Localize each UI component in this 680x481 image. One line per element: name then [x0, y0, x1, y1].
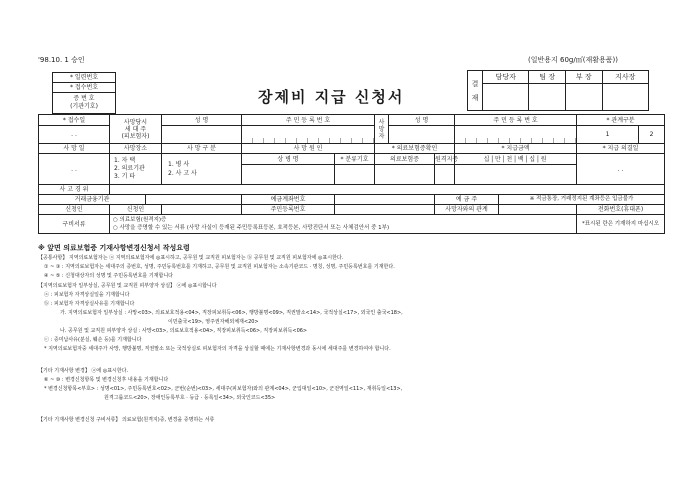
- sign-branch[interactable]: [602, 84, 648, 111]
- approval-role-staff: 담당자: [483, 71, 529, 84]
- accident-history-field[interactable]: [110, 185, 665, 195]
- issued-card-field[interactable]: [435, 165, 455, 185]
- relation-to-deceased-label: 사망자와의 관계: [435, 205, 499, 215]
- death-date-field[interactable]: . .: [39, 154, 110, 185]
- deceased-line-1: 사: [378, 118, 385, 126]
- instruction-line-12: 【기타 기재사항 변경】 ⓐ에 ◎표시한다.: [38, 368, 129, 374]
- household-head-label: [110, 115, 162, 144]
- approval-side: [468, 71, 483, 111]
- approval-side-1: 결: [471, 79, 479, 88]
- unit-won: 원: [540, 155, 548, 163]
- attachment-line-1: ○ 의료보험(원격지)증: [113, 217, 167, 223]
- instruction-line-1: 【공통사항】 지역의료보험자는 ⓐ 지역의료보험자에 ◎표시하고, 공무원 및 교직원 피보험자는 ⓑ 공무원 및 교직원 피보험자에 ◎표시한다.: [38, 255, 344, 261]
- sign-team[interactable]: [529, 84, 566, 111]
- cert-no-label: 증 번 호: [73, 95, 95, 102]
- relation-value-1[interactable]: 1: [577, 126, 639, 144]
- death-place-label: 사망장소: [110, 144, 162, 154]
- amount-units: 십│만│천│백│십│원: [455, 154, 577, 165]
- household-name-header: 성 명: [162, 115, 242, 126]
- bank-label: 거래금융기관: [39, 195, 146, 205]
- received-date-label: * 접수일: [39, 115, 110, 126]
- relation-value-2[interactable]: 2: [639, 126, 665, 144]
- class-no-field[interactable]: [335, 165, 375, 185]
- attachments-label: 구비서류: [39, 215, 110, 234]
- household-name-field[interactable]: [162, 126, 242, 144]
- place-option-hospital[interactable]: 2. 의료기관: [114, 165, 145, 172]
- bank-field[interactable]: [146, 195, 242, 205]
- disease-name-header: 상 병 명: [242, 154, 335, 165]
- type-option-illness[interactable]: 1. 병 사: [168, 161, 190, 168]
- death-place-options[interactable]: [110, 154, 162, 185]
- unit-cheon: 천: [506, 155, 514, 163]
- instruction-line-3: ④ ~ ⑤ : 신청대상자의 성명 및 주민등록번호를 기재합니다: [44, 273, 173, 279]
- instruction-line-11: * 지역의료보험자중 세대주가 사망, 행방불명, 직권말소 또는 국적상실로 피보험자의 자격을 상실할 때에는 기재사항변경과 동시에 세대주를 변경하여야 합니다.: [44, 346, 391, 352]
- account-label: 예금계좌번호: [242, 195, 335, 205]
- death-type-label: 사 망 구 분: [162, 144, 242, 154]
- instruction-line-10: ⓒ : 증미납사유(분실, 훼손 등)를 기재합니다: [44, 337, 142, 343]
- instruction-line-8: 이민출국<19>, 영주권자해외체재<20>: [168, 319, 259, 325]
- no-fill-note: *표시된 란은 기재하지 마십시오: [577, 215, 665, 234]
- instruction-line-16: 【기타 기재사항 변경신청 구비서류】 의료보험(원격지)증, 변경을 증명하는 서류: [38, 417, 215, 423]
- phone-label: 전화번호(휴대폰): [577, 205, 665, 215]
- decision-date-field[interactable]: . .: [577, 154, 665, 185]
- issued-card-header: 원격지증: [435, 155, 459, 163]
- class-no-header: * 분류기호: [335, 154, 375, 165]
- relation-to-deceased-field[interactable]: [499, 205, 577, 215]
- approval-date: '98.10. 1 승인: [38, 56, 85, 64]
- relation-header: * 관계구분: [577, 115, 665, 126]
- death-cause-label: 사 망 원 인: [242, 144, 375, 154]
- receipt-no-label: * 일련번호: [53, 73, 116, 83]
- instruction-line-6: ⓑ : 피보험자 자격상실사유를 기재합니다: [44, 301, 135, 307]
- household-rrn-header: 주 민 등 록 번 호: [242, 115, 375, 126]
- place-option-home[interactable]: 1. 자 택: [114, 157, 136, 164]
- decision-date-label: * 지급 의결일: [577, 144, 665, 154]
- cert-no-cell[interactable]: [53, 93, 116, 114]
- applicant-rrn-label: 주민등록번호: [242, 205, 335, 215]
- accident-history-label: 사 고 경 위: [39, 185, 110, 195]
- filing-no-label: * 접수번호: [53, 83, 116, 93]
- attachments-list: [110, 215, 577, 234]
- cert-sub-label: (기관기호): [70, 103, 98, 110]
- deceased-rrn-field[interactable]: [455, 126, 577, 144]
- unit-sip: 십: [483, 155, 491, 163]
- id-number-box: [52, 72, 116, 114]
- instruction-line-5: ⓐ : 피보험자 자격상실일을 기재합니다: [44, 292, 130, 298]
- insurance-card-header: 의료보험증: [375, 154, 435, 165]
- deceased-name-field[interactable]: [389, 126, 455, 144]
- applicant-label: 신청인: [39, 205, 110, 215]
- applicant-name-field[interactable]: [162, 205, 242, 215]
- place-option-other[interactable]: 3. 기 타: [114, 173, 136, 180]
- type-option-accident[interactable]: 2. 사 고 사: [168, 170, 197, 177]
- main-form-table: [38, 114, 665, 234]
- household-line-1: 사망당시: [123, 118, 148, 126]
- household-rrn-field[interactable]: [242, 126, 375, 144]
- applicant-name-label: 신청인: [110, 205, 162, 215]
- applicant-rrn-field[interactable]: [335, 205, 435, 215]
- instruction-line-13: ⑥ ~ ⑩ : 변경신청항목 및 변경신청후 내용을 기재합니다: [44, 377, 169, 383]
- approval-box: [467, 70, 649, 111]
- instruction-line-7: 가. 지역의료보험자 일부상실 : 사망<03>, 의료보호적용<04>, 직장피보취득<06>, 행방불명<09>, 직권말소<14>, 국적상실<17>, 외국인 출국<18>,: [60, 310, 403, 316]
- insurance-card-field[interactable]: [375, 165, 435, 185]
- deceased-rrn-header: 주 민 등 록 번 호: [455, 115, 577, 126]
- insurance-confirm-label: * 의료보험증확인: [375, 144, 455, 154]
- approval-side-2: 재: [471, 93, 479, 102]
- approval-role-branch: 지사장: [602, 71, 648, 84]
- instruction-line-2: ① ~ ③ : 지역의료보험자는 세대주의 증번호, 성명, 주민등록번호를 기재하고, 공무원 및 교직원 피보험자는 소속기관코드 · 명칭, 성명, 주민등록번호를 기재한다.: [44, 264, 395, 270]
- unit-baek: 백: [517, 155, 525, 163]
- form-title: 장제비 지급 신청서: [258, 88, 405, 106]
- instruction-line-14: * 변경신청항목<부호> : 성명<01>, 주민등록번호<02>, 군번(순번)<03>, 세대주(피보험자)와의 관계<04>, 군입대일<10>, 군전역일<11>, 재취득일<13>,: [44, 386, 403, 392]
- received-date-field[interactable]: . .: [39, 126, 110, 144]
- payment-amount-label: * 지급금액: [455, 144, 577, 154]
- approval-role-team: 팀 장: [529, 71, 566, 84]
- death-date-label: 사 망 일: [39, 144, 110, 154]
- approval-role-dept: 부 장: [565, 71, 602, 84]
- attachment-line-2: ○ 사망을 증명할 수 있는 서류 (사망 사실이 등재된 주민등록표등본, 호적등본, 사망진단서 또는 사체검안서 중 1부): [113, 225, 390, 231]
- deceased-name-header: 성 명: [389, 115, 455, 126]
- amount-field[interactable]: [455, 165, 577, 185]
- instructions-heading: ※ 앞면 의료보험증 기재사항변경신청서 작성요령: [38, 244, 190, 252]
- sign-staff[interactable]: [483, 84, 529, 111]
- sign-dept[interactable]: [565, 84, 602, 111]
- account-field[interactable]: [335, 195, 435, 205]
- death-type-options[interactable]: [162, 154, 242, 185]
- deceased-label: [375, 115, 389, 144]
- bank-note: ※ 적금통장, 거래정지된 계좌등은 입금불가: [499, 195, 665, 205]
- instruction-line-9: 나. 공무원 및 교직원 피부양자 상실 : 사망<03>, 의료보호적용<04>, 직장피보취득<06>, 직장피보취득<06>: [60, 328, 308, 334]
- deceased-line-2: 망: [378, 125, 385, 133]
- unit-sip-2: 십: [529, 155, 537, 163]
- paper-spec: (일반용지 60g/㎡(재활용품)): [528, 56, 618, 64]
- disease-name-field[interactable]: [242, 165, 335, 185]
- household-line-2: 세 대 주: [124, 125, 147, 133]
- instruction-line-15: 원격그룹코드<20>, 장애인등록부호 · 등급 · 등록일<34>, 외국인코드<35>: [104, 395, 276, 401]
- household-line-3: (피보험자): [121, 132, 150, 140]
- deceased-line-3: 자: [378, 132, 385, 140]
- holder-label: 예 금 주: [435, 195, 499, 205]
- instruction-line-4: 【지역의료보험자 일부상실, 공무원 및 교직원 피부양자 상실】 ⓐ에 ◎표시합니다: [38, 283, 217, 289]
- unit-man: 만: [495, 155, 502, 163]
